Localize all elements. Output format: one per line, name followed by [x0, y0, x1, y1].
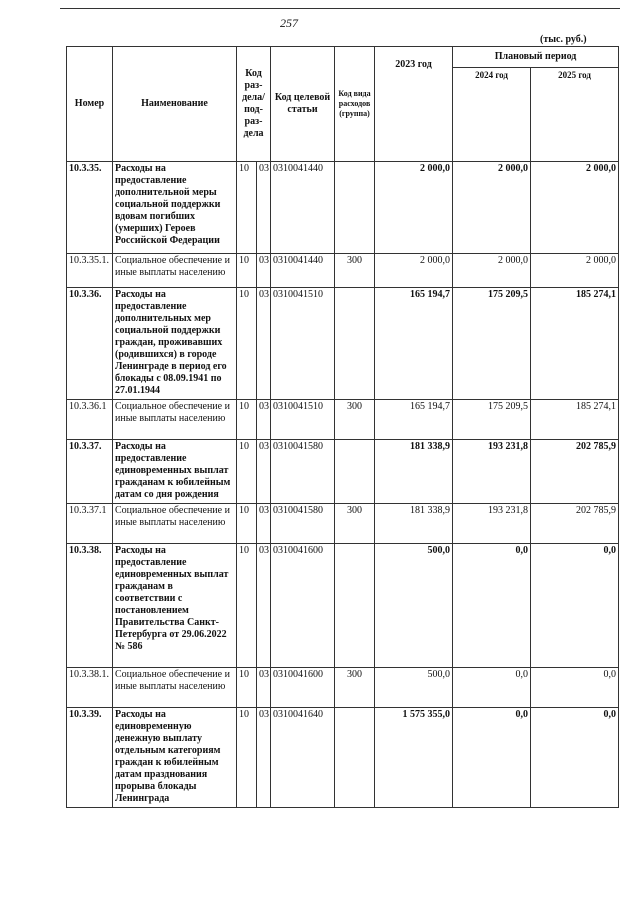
row-value-2025: 0,0 — [531, 544, 619, 668]
row-value-2024: 0,0 — [453, 544, 531, 668]
row-value-2025: 202 785,9 — [531, 440, 619, 504]
header-section: Код раз- дела/ под- раз- дела — [237, 47, 271, 162]
row-target-code: 0310041510 — [271, 288, 335, 400]
header-expense-type: Код вида расходов (группа) — [335, 47, 375, 162]
row-target-code: 0310041640 — [271, 708, 335, 808]
row-subsection: 03 — [257, 544, 271, 668]
row-value-2024: 0,0 — [453, 668, 531, 708]
row-value-2024: 193 231,8 — [453, 504, 531, 544]
row-target-code: 0310041580 — [271, 440, 335, 504]
row-value-2024: 175 209,5 — [453, 288, 531, 400]
header-number: Номер — [67, 47, 113, 162]
row-section: 10 — [237, 544, 257, 668]
row-value-2024: 2 000,0 — [453, 254, 531, 288]
table-row — [67, 162, 619, 254]
header-2024: 2024 год — [453, 68, 531, 162]
row-expense-type — [335, 708, 375, 808]
row-number: 10.3.39. — [67, 708, 113, 808]
row-number: 10.3.35. — [67, 162, 113, 254]
row-number: 10.3.37.1 — [67, 504, 113, 544]
row-value-2025: 2 000,0 — [531, 254, 619, 288]
row-expense-type — [335, 288, 375, 400]
row-section: 10 — [237, 440, 257, 504]
row-subsection: 03 — [257, 254, 271, 288]
row-name: Расходы на предоставление дополнительной меры социальной поддержки вдовам погибших (умерших) Героев Российской Федерации — [113, 162, 237, 254]
row-value-2023: 165 194,7 — [375, 288, 453, 400]
row-name: Социальное обеспечение и иные выплаты населению — [113, 504, 237, 544]
row-subsection: 03 — [257, 162, 271, 254]
header-target: Код целевой статьи — [271, 47, 335, 162]
row-value-2024: 175 209,5 — [453, 400, 531, 440]
row-target-code: 0310041600 — [271, 544, 335, 668]
row-expense-type — [335, 544, 375, 668]
row-section: 10 — [237, 708, 257, 808]
table-row — [67, 708, 619, 808]
row-subsection: 03 — [257, 504, 271, 544]
row-section: 10 — [237, 400, 257, 440]
row-subsection: 03 — [257, 400, 271, 440]
row-value-2023: 2 000,0 — [375, 254, 453, 288]
row-section: 10 — [237, 668, 257, 708]
row-subsection: 03 — [257, 668, 271, 708]
row-number: 10.3.35.1. — [67, 254, 113, 288]
row-section: 10 — [237, 288, 257, 400]
page-number: 257 — [280, 16, 298, 30]
row-subsection: 03 — [257, 440, 271, 504]
row-section: 10 — [237, 254, 257, 288]
row-subsection: 03 — [257, 708, 271, 808]
row-value-2023: 500,0 — [375, 668, 453, 708]
table-row — [67, 504, 619, 544]
row-target-code: 0310041580 — [271, 504, 335, 544]
row-expense-type: 300 — [335, 254, 375, 288]
row-expense-type — [335, 440, 375, 504]
row-expense-type: 300 — [335, 504, 375, 544]
units-label: (тыс. руб.) — [540, 34, 587, 45]
row-value-2025: 185 274,1 — [531, 400, 619, 440]
row-value-2025: 185 274,1 — [531, 288, 619, 400]
row-value-2025: 2 000,0 — [531, 162, 619, 254]
row-name: Социальное обеспечение и иные выплаты населению — [113, 400, 237, 440]
row-value-2023: 181 338,9 — [375, 504, 453, 544]
row-number: 10.3.36.1 — [67, 400, 113, 440]
row-target-code: 0310041510 — [271, 400, 335, 440]
row-number: 10.3.38.1. — [67, 668, 113, 708]
row-name: Расходы на единовременную денежную выплату отдельным категориям граждан к юбилейным датам празднования прорыва блокады Ленинграда — [113, 708, 237, 808]
row-target-code: 0310041440 — [271, 254, 335, 288]
table-row — [67, 288, 619, 400]
row-value-2025: 202 785,9 — [531, 504, 619, 544]
row-number: 10.3.37. — [67, 440, 113, 504]
row-value-2024: 193 231,8 — [453, 440, 531, 504]
header-row-1 — [67, 47, 619, 68]
row-expense-type: 300 — [335, 400, 375, 440]
budget-table — [66, 46, 619, 808]
table-row — [67, 440, 619, 504]
table-row — [67, 668, 619, 708]
header-name: Наименование — [113, 47, 237, 162]
row-value-2023: 1 575 355,0 — [375, 708, 453, 808]
row-name: Расходы на предоставление дополнительных мер социальной поддержки граждан, проживавших (родившихся) в городе Ленинграде в период его блокады с 08.09.1941 по 27.01.1944 — [113, 288, 237, 400]
row-value-2023: 500,0 — [375, 544, 453, 668]
table-row — [67, 544, 619, 668]
top-rule — [60, 8, 620, 9]
row-value-2023: 2 000,0 — [375, 162, 453, 254]
row-value-2024: 0,0 — [453, 708, 531, 808]
row-section: 10 — [237, 504, 257, 544]
row-name: Расходы на предоставление единовременных выплат гражданам к юбилейным датам со дня рождения — [113, 440, 237, 504]
row-name: Социальное обеспечение и иные выплаты населению — [113, 668, 237, 708]
row-subsection: 03 — [257, 288, 271, 400]
row-name: Расходы на предоставление единовременных выплат гражданам в соответствии с постановлением Правительства Санкт-Петербурга от 29.06.2022 № 586 — [113, 544, 237, 668]
row-value-2023: 165 194,7 — [375, 400, 453, 440]
row-section: 10 — [237, 162, 257, 254]
row-target-code: 0310041440 — [271, 162, 335, 254]
table-row — [67, 400, 619, 440]
row-value-2025: 0,0 — [531, 668, 619, 708]
row-value-2023: 181 338,9 — [375, 440, 453, 504]
row-expense-type — [335, 162, 375, 254]
header-2023: 2023 год — [375, 47, 453, 162]
header-2025: 2025 год — [531, 68, 619, 162]
row-number: 10.3.38. — [67, 544, 113, 668]
row-name: Социальное обеспечение и иные выплаты населению — [113, 254, 237, 288]
row-number: 10.3.36. — [67, 288, 113, 400]
row-expense-type: 300 — [335, 668, 375, 708]
header-planned-period: Плановый период — [453, 47, 619, 68]
row-value-2025: 0,0 — [531, 708, 619, 808]
row-value-2024: 2 000,0 — [453, 162, 531, 254]
row-target-code: 0310041600 — [271, 668, 335, 708]
table-row — [67, 254, 619, 288]
